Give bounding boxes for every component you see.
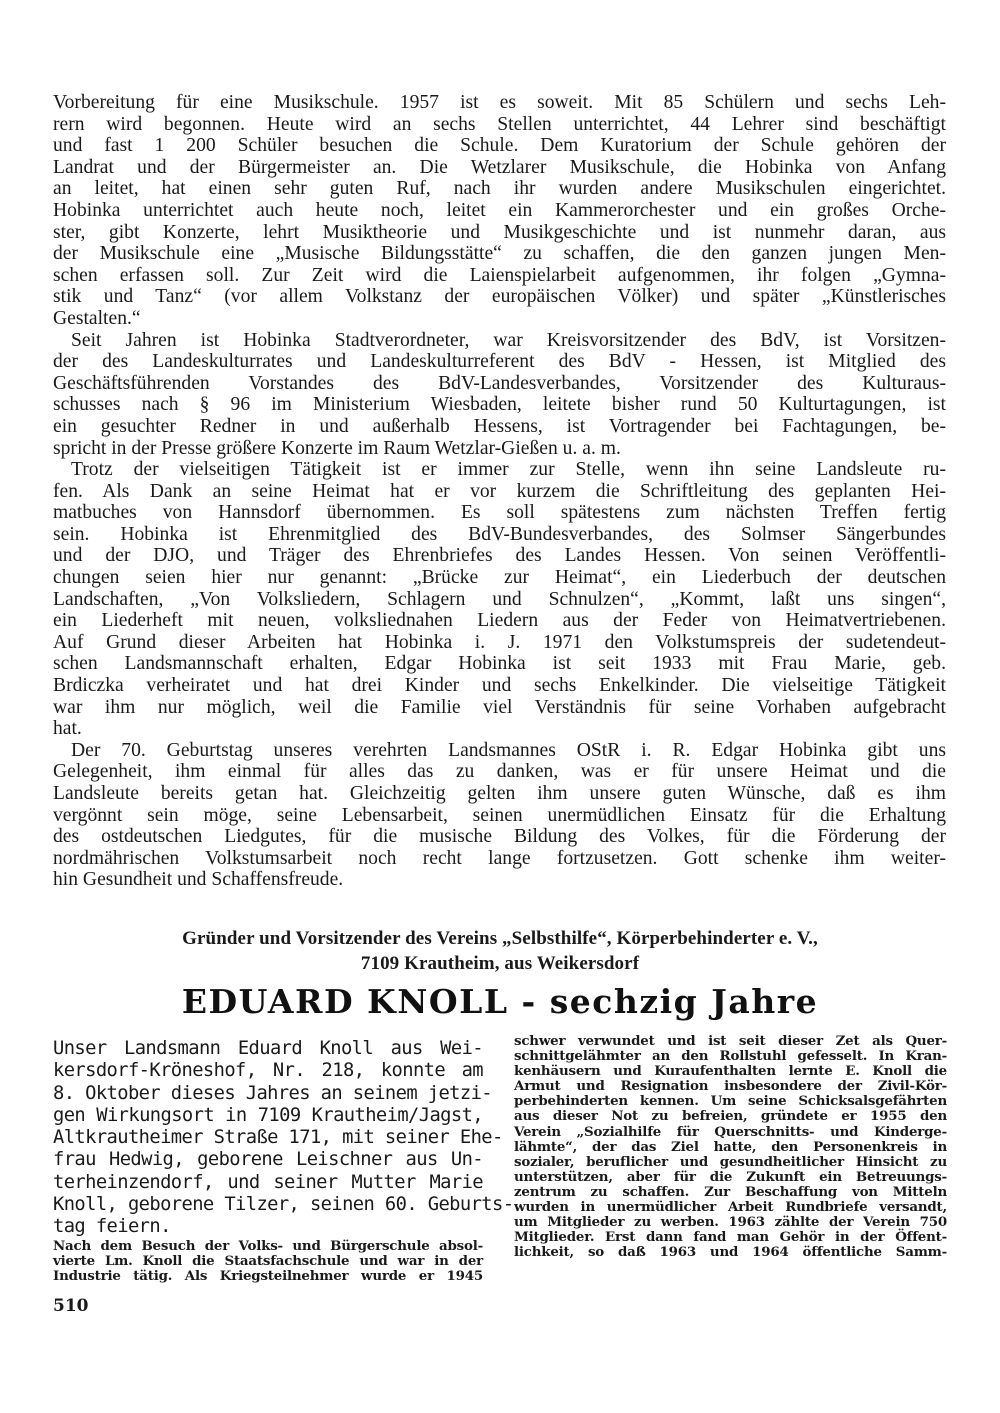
text-line: Der 70. Geburtstag unseres verehrten Landsmannes OStR i. R. Edgar Hobinka gibt uns [71,739,946,761]
text-line: Gestalten.“ [53,307,141,329]
text-line: lichkeit, so daß 1963 und 1964 öffentliche Samm- [514,1244,947,1261]
text-line: war ihm nur möglich, weil die Familie viel Verständnis für seine Vorhaben aufgebracht [53,696,946,718]
article-headline: EDUARD KNOLL - sechzig Jahre [181,982,819,1021]
text-line: aus dieser Not zu befreien, gründete er 1955 den [514,1108,947,1125]
text-line: Industrie tätig. Als Kriegsteilnehmer wurde er 1945 [53,1267,483,1284]
text-line: fen. Als Dank an seine Heimat hat er vor kurzem die Schriftleitung des geplanten Hei- [53,480,946,502]
text-line: wurden in unermüdlicher Arbeit Rundbriefe versandt, [514,1199,947,1216]
text-line: schnittgelähmter an den Rollstuhl gefesselt. In Kran- [514,1048,947,1065]
article-knoll-left-column [53,1038,514,1284]
article-subtitle-line-2: 7109 Krautheim, aus Weikersdorf [360,953,640,974]
text-line: Altkrautheimer Straße 171, mit seiner Ehe- [53,1127,503,1149]
text-line: terheinzendorf, und seiner Mutter Marie [53,1171,483,1193]
text-line: an leitet, hat einen sehr guten Ruf, nach ihr wurden andere Musikschulen eingerichtet. [53,178,946,200]
text-line: Landsleute bereits getan hat. Gleichzeitig gelten ihm unsere guten Wünsche, daß es ihm [53,783,946,804]
text-line: kersdorf-Kröneshof, Nr. 218, konnte am [53,1060,483,1082]
text-line: unterstützen, aber für die Zukunft ein Betreuungs- [514,1168,947,1185]
text-line: um Mitglieder zu werben. 1963 zählte der Verein 750 [514,1214,947,1231]
text-line: Brdiczka verheiratet und hat drei Kinder und sechs Enkelkinder. Die vielseitige Tätigkeit [53,675,946,697]
article-lead-paragraph [53,1038,514,1239]
text-line: der Musikschule eine „Musische Bildungsstätte“ zu schaffen, die den ganzen jungen Men- [53,243,946,265]
text-line: Hobinka unterrichtet auch heute noch, leitet ein Kammerorchester und ein großes Orche- [53,199,946,221]
text-line: des ostdeutschen Liedgutes, für die musische Bildung des Volkes, für die Förderung der [53,826,946,848]
article-hobinka-body [53,92,946,891]
text-line: ein Liederheft mit neuen, volksliednahen Liedern aus der Feder von Heimatvertriebenen. [53,610,946,632]
text-line: perbehinderten kennen. Um seine Schicksalsgefährten [514,1093,947,1110]
text-line: 8. Oktober dieses Jahres an seinem jetzi- [53,1082,492,1104]
text-line: schen erfassen soll. Zur Zeit wird die Laienspielarbeit aufgenommen, ihr folgen „Gymna- [53,264,946,286]
text-line: Vorbereitung für eine Musikschule. 1957 ist es soweit. Mit 85 Schülern und sechs Leh- [53,92,946,113]
text-line: schusses nach § 96 im Ministerium Wiesbaden, leitete bisher rund 50 Kulturtagungen, ist [53,394,946,416]
text-line: sozialer, beruflicher und gesundheitlicher Hinsicht zu [514,1153,947,1170]
text-line: rern wird begonnen. Heute wird an sechs Stellen unterrichtet, 44 Lehrer sind beschäftigt [53,113,946,135]
text-line: matbuches von Hannsdorf übernommen. Es soll spätestens zum nächsten Treffen fertig [53,502,946,524]
text-line: ster, gibt Konzerte, lehrt Musiktheorie und Musikgeschichte und ist nunmehr daran, aus [53,221,946,243]
text-line: lähmte“, der das Ziel hatte, den Personenkreis in [514,1138,947,1155]
text-line: hat. [53,718,82,740]
text-line: und fast 1 200 Schüler besuchen die Schule. Dem Kuratorium der Schule gehören der [53,135,946,157]
text-line: schwer verwundet und ist seit dieser Zet als Quer- [514,1033,947,1049]
text-line: hin Gesundheit und Schaffensfreude. [53,869,344,891]
text-line: Mitglieder. Erst dann fand man Gehör in der Öffent- [514,1229,947,1246]
text-line: Geschäftsführenden Vorstandes des BdV-Landesverbandes, Vorsitzender des Kulturaus- [53,372,946,394]
text-line: Gelegenheit, ihm einmal für alles das zu danken, was er für unsere Heimat und die [53,761,946,783]
text-line: zentrum zu schaffen. Zur Beschaffung von Mitteln [514,1183,947,1200]
article-body-right [514,1034,947,1260]
article-body-left [53,1239,483,1284]
text-line: Nach dem Besuch der Volks- und Bürgerschule absol- [53,1237,483,1254]
text-line: sein. Hobinka ist Ehrenmitglied des BdV-Bundesverbandes, des Solmser Sängerbundes [53,523,946,545]
text-line: Auf Grund dieser Arbeiten hat Hobinka i. J. 1971 den Volkstumspreis der sudetendeut- [53,631,946,653]
text-line: vierte Lm. Knoll die Staatsfachschule und war in der [53,1252,483,1269]
text-line: Seit Jahren ist Hobinka Stadtverordneter, war Kreisvorsitzender des BdV, ist Vorsitzen- [71,329,946,351]
text-line: chungen seien hier nur genannt: „Brücke zur Heimat“, ein Liederbuch der deutschen [53,567,946,589]
text-line: gen Wirkungsort in 7109 Krautheim/Jagst, [53,1104,483,1126]
text-line: der des Landeskulturrates und Landeskulturreferent des BdV - Hessen, ist Mitglied des [53,351,946,373]
text-line: Knoll, geborene Tilzer, seinen 60. Geburts- [53,1194,514,1216]
text-line: Verein „Sozialhilfe für Querschnitts- und Kinderge- [514,1123,947,1140]
text-line: nordmährischen Volkstumsarbeit noch recht lange fortzusetzen. Gott schenke ihm weiter- [53,847,946,869]
text-line: frau Hedwig, geborene Leischner aus Un- [53,1149,483,1171]
text-line: Armut und Resignation insbesondere der Zivil-Kör- [514,1078,947,1095]
article-knoll-right-column [514,1034,947,1260]
text-line: und der DJO, und Träger des Ehrenbriefes des Landes Hessen. Von seinen Veröffentli- [53,545,946,567]
article-knoll-header [60,926,940,1022]
text-line: vergönnt sein möge, seine Lebensarbeit, seinen unermüdlichen Einsatz für die Erhaltung [53,804,946,826]
text-line: Landschaften, „Von Volksliedern, Schlagern und Schnulzen“, „Kommt, laßt uns singen“, [53,588,946,610]
text-line: spricht in der Presse größere Konzerte im Raum Wetzlar-Gießen u. a. m. [53,437,621,459]
text-line: tag feiern. [53,1216,171,1238]
text-line: Unser Landsmann Eduard Knoll aus Wei- [53,1038,483,1059]
text-line: schen Landsmannschaft erhalten, Edgar Hobinka ist seit 1933 mit Frau Marie, geb. [53,653,946,675]
text-line: stik und Tanz“ (vor allem Volkstanz der europäischen Völker) und später „Künstlerisches [53,286,946,308]
text-line: kenhäusern und Kuraufenthalten lernte E. Knoll die [514,1063,947,1080]
page-number: 510 [53,1296,89,1316]
article-subtitle-line-1: Gründer und Vorsitzender des Vereins „Selbsthilfe“, Körperbehinderter e. V., [182,928,818,949]
text-line: Trotz der vielseitigen Tätigkeit ist er immer zur Stelle, wenn ihn seine Landsleute ru- [71,459,946,481]
text-line: ein gesuchter Redner in und außerhalb Hessens, ist Vortragender bei Fachtagungen, be- [53,415,946,437]
text-line: Landrat und der Bürgermeister an. Die Wetzlarer Musikschule, die Hobinka von Anfang [53,156,946,178]
